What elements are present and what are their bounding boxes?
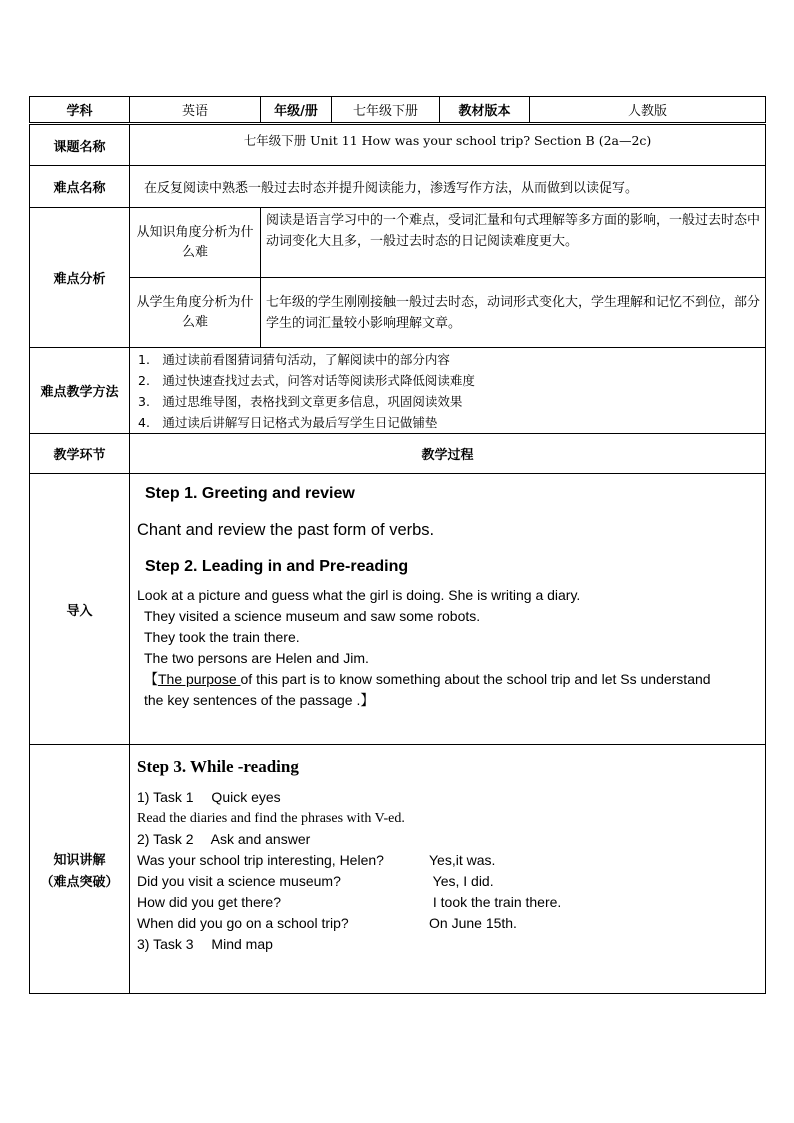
process-label: 教学过程: [130, 434, 766, 474]
intro-line-1: They visited a science museum and saw some robots.: [144, 608, 481, 624]
methods-label: 难点教学方法: [30, 348, 130, 434]
edition-value: 人教版: [530, 97, 766, 124]
answer: Yes,it was.: [429, 852, 496, 868]
question: Did you visit a science museum?: [137, 873, 341, 889]
analysis-label: 难点分析: [30, 208, 130, 348]
stage-label: 教学环节: [30, 434, 130, 474]
step3-heading: Step 3. While -reading: [137, 757, 299, 776]
lesson-label: 课题名称: [30, 124, 130, 166]
knowledge-angle-text: 阅读是语言学习中的一个难点，受词汇量和句式理解等多方面的影响，一般过去时态中动词变化大且多，一般过去时态的日记阅读难度更大。: [261, 208, 766, 278]
purpose-rest: of this part is to know something about the school trip and let Ss understand: [240, 671, 711, 687]
student-angle-label: 从学生角度分析为什么难: [130, 278, 261, 348]
difficulty-label: 难点名称: [30, 166, 130, 208]
method-item: 4. 通过读后讲解写日记格式为最后写学生日记做铺垫: [138, 414, 438, 430]
lesson-plan-table: [29, 96, 766, 994]
grade-label: 年级/册: [261, 97, 332, 124]
student-angle-text: 七年级的学生刚刚接触一般过去时态，动词形式变化大，学生理解和记忆不到位，部分学生的词汇量较小影响理解文章。: [261, 278, 766, 348]
answer: On June 15th.: [429, 915, 517, 931]
knowledge-content: [130, 745, 766, 994]
knowledge-label: [30, 745, 130, 994]
qa-row: [137, 892, 759, 913]
grade-value: 七年级下册: [332, 97, 440, 124]
method-item: 3. 通过思维导图，表格找到文章更多信息，巩固阅读效果: [138, 393, 463, 409]
method-item: 2. 通过快速查找过去式，问答对话等阅读形式降低阅读难度: [138, 372, 475, 388]
subject-label: 学科: [30, 97, 130, 124]
task1-label: 1) Task 1 Quick eyes: [137, 789, 281, 805]
qa-row: [137, 913, 759, 934]
difficulty-value: 在反复阅读中熟悉一般过去时态并提升阅读能力，渗透写作方法，从而做到以读促写。: [130, 166, 766, 208]
question: When did you go on a school trip?: [137, 915, 349, 931]
qa-row: [137, 871, 759, 892]
intro-line-2: They took the train there.: [144, 629, 300, 645]
qa-row: [137, 850, 759, 871]
answer: I took the train there.: [429, 894, 562, 910]
step2-heading: Step 2. Leading in and Pre-reading: [145, 558, 409, 575]
methods-list: [130, 348, 766, 434]
knowledge-angle-label: 从知识角度分析为什么难: [130, 208, 261, 278]
task1-text: Read the diaries and find the phrases with V-ed.: [137, 811, 405, 826]
intro-label: 导入: [30, 474, 130, 745]
intro-content: [130, 474, 766, 745]
lesson-title: 七年级下册 Unit 11 How was your school trip? Section B (2a—2c): [130, 124, 766, 166]
subject-value: 英语: [130, 97, 261, 124]
intro-line-3: The two persons are Helen and Jim.: [144, 650, 369, 666]
purpose-underlined: The purpose: [158, 671, 241, 687]
task3-label: 3) Task 3 Mind map: [137, 936, 273, 952]
purpose-note: [137, 669, 759, 690]
bracket-open: 【: [144, 671, 158, 687]
knowledge-label-line1: 知识讲解: [53, 852, 106, 868]
look-text: Look at a picture and guess what the girl is doing. She is writing a diary.: [137, 587, 581, 603]
method-item: 1. 通过读前看图猜词猜句活动，了解阅读中的部分内容: [138, 351, 450, 367]
step1-text: Chant and review the past form of verbs.: [137, 521, 435, 539]
edition-label: 教材版本: [440, 97, 530, 124]
answer: Yes, I did.: [429, 873, 494, 889]
purpose-line-2: the key sentences of the passage .】: [144, 692, 375, 708]
question: How did you get there?: [137, 894, 281, 910]
question: Was your school trip interesting, Helen?: [137, 852, 384, 868]
step1-heading: Step 1. Greeting and review: [145, 485, 355, 502]
task2-label: 2) Task 2 Ask and answer: [137, 831, 311, 847]
knowledge-label-line2: （难点突破）: [40, 874, 119, 890]
